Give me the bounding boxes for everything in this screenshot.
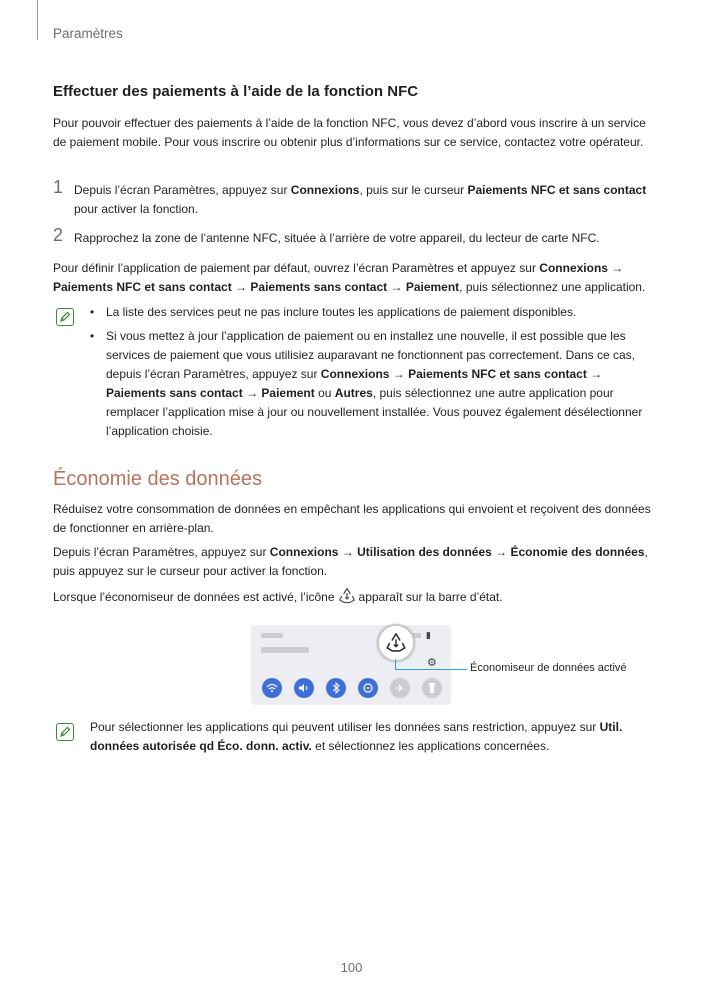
text: Si vous mettez à jour l’application de paiement ou en installez une nouvelle, il est possible que les services de paiement que vous utilisiez auparavant ne fonctionnent pas correctement. Dans ce cas, depuis l’écran Paramètres, appuyez sur [106, 329, 635, 381]
arrow: → [607, 261, 624, 275]
arrow: → [491, 545, 511, 559]
data-saver-icon-paragraph [53, 587, 653, 607]
arrow: → [387, 280, 406, 294]
menu-path: Connexions [539, 261, 608, 275]
text: pour activer la fonction. [74, 202, 199, 216]
arrow: → [586, 367, 603, 381]
menu-path: Autres [334, 386, 373, 400]
text: Pour définir l’application de paiement par défaut, ouvrez l’écran Paramètres et appuyez sur [53, 261, 540, 275]
page-number: 100 [340, 960, 363, 975]
data-saver-intro: Réduisez votre consommation de données en empêchant les applications qui envoient et reçoivent des données de fonctionner en arrière-plan. [53, 502, 651, 535]
text: , puis sur le curseur [359, 183, 468, 197]
text: apparaît sur la barre d’état. [358, 590, 503, 604]
bullet: • [90, 305, 95, 319]
text: , puis sélectionnez une autre application pour remplacer l’application mise à jour ou nouvellement installée. Vous pouvez également désélectionner l’application choisie. [106, 386, 643, 438]
page-header: Paramètres [53, 26, 123, 41]
nfc-section-title: Effectuer des paiements à l’aide de la fonction NFC [53, 83, 419, 100]
text: ou [314, 386, 335, 400]
airplane-mode-toggle-icon[interactable]: ✈ [390, 678, 410, 698]
note-pencil-icon [56, 723, 74, 741]
menu-path: Paiements NFC et sans contact [467, 183, 647, 197]
note-item [90, 327, 650, 441]
step-1 [53, 177, 653, 219]
data-saver-icon [338, 587, 356, 605]
text: , puis sélectionnez une application. [459, 280, 646, 294]
menu-path: Connexions [269, 545, 339, 559]
data-saver-instructions [53, 543, 653, 581]
menu-path: Paiements sans contact [250, 280, 388, 294]
quick-panel-screenshot [251, 625, 451, 705]
text: Pour sélectionner les applications qui peuvent utiliser les données sans restriction, appuyez sur [90, 720, 600, 734]
nfc-notes-list [90, 303, 650, 446]
callout-label: Économiseur de données activé [470, 662, 627, 674]
text: Depuis l’écran Paramètres, appuyez sur [53, 545, 270, 559]
wifi-toggle-icon[interactable] [262, 678, 282, 698]
menu-path: Paiements NFC et sans contact [408, 367, 587, 381]
autorotate-toggle-icon[interactable] [358, 678, 378, 698]
step-2 [53, 225, 653, 248]
data-saver-status-icon [377, 624, 415, 662]
nfc-intro: Pour pouvoir effectuer des paiements à l’aide de la fonction NFC, vous devez d’abord vous inscrire à un service de paiement mobile. Pour vous inscrire ou obtenir plus d’informations sur ce service, contactez votre opérateur. [53, 116, 646, 149]
menu-path: Util. données autorisée qd Éco. donn. activ. [90, 720, 623, 753]
arrow: → [338, 545, 358, 559]
text: La liste des services peut ne pas inclure toutes les applications de paiement disponibles. [106, 305, 577, 319]
bullet: • [90, 329, 95, 343]
data-saver-note [90, 718, 650, 756]
menu-path: Paiement [261, 386, 315, 400]
menu-path: Connexions [320, 367, 390, 381]
step-text: Rapprochez la zone de l’antenne NFC, située à l’arrière de votre appareil, du lecteur de carte NFC. [74, 231, 600, 245]
menu-path: Paiement [405, 280, 460, 294]
sound-toggle-icon[interactable] [294, 678, 314, 698]
text: Depuis l’écran Paramètres, appuyez sur [74, 183, 291, 197]
note-pencil-icon [56, 308, 74, 326]
menu-path: Paiements sans contact [106, 386, 243, 400]
note-item [90, 303, 650, 322]
menu-path: Économie des données [510, 545, 645, 559]
arrow: → [231, 280, 251, 294]
menu-path: Utilisation des données [357, 545, 492, 559]
arrow: → [242, 386, 262, 400]
step-number: 2 [53, 225, 64, 245]
battery-icon: ▮ [426, 630, 431, 640]
step-number: 1 [53, 177, 64, 197]
menu-path: Paiements NFC et sans contact [53, 280, 232, 294]
bluetooth-toggle-icon[interactable] [326, 678, 346, 698]
data-saver-section-title: Économie des données [53, 468, 263, 490]
callout-line [395, 669, 467, 670]
text: Lorsque l’économiseur de données est activé, l’icône [53, 590, 335, 604]
flashlight-toggle-icon[interactable] [422, 678, 442, 698]
gear-icon: ⚙ [427, 657, 437, 669]
text: et sélectionnez les applications concernées. [311, 739, 550, 753]
blurred-date [261, 647, 309, 653]
step-text [74, 181, 653, 219]
blurred-time [261, 633, 283, 638]
arrow: → [389, 367, 409, 381]
text: , puis appuyez sur le curseur pour activer la fonction. [53, 545, 648, 578]
default-app-paragraph [53, 259, 653, 297]
menu-path: Connexions [290, 183, 360, 197]
header-rule [37, 0, 38, 40]
